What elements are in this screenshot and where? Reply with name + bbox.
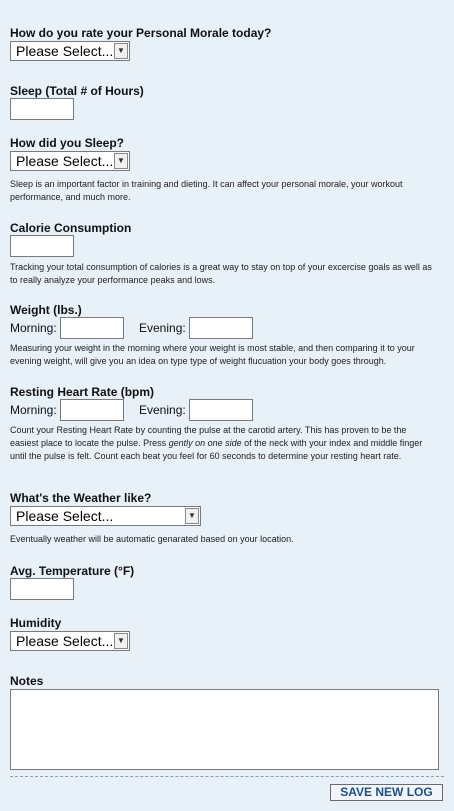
weight-label: Weight (lbs.) [10,303,82,317]
temperature-input[interactable] [10,578,74,600]
chevron-down-icon[interactable]: ▼ [114,633,128,649]
morale-select-value: Please Select... [16,43,114,59]
humidity-label: Humidity [10,616,62,630]
chevron-down-icon[interactable]: ▼ [185,508,199,524]
sleep-hours-input[interactable] [10,98,74,120]
weather-label: What's the Weather like? [10,491,152,505]
sleep-quality-select-value: Please Select... [16,153,114,169]
sleep-quality-select[interactable] [10,151,130,171]
chevron-down-icon[interactable]: ▼ [114,43,128,59]
weight-evening-input[interactable] [189,317,253,339]
calorie-label: Calorie Consumption [10,221,132,235]
heart-rate-help-part-b: of the neck with your index and middle finger until the pulse is felt. Count each beat you feel for 60 seconds to determine your resting heart rate. [10,438,423,461]
humidity-select[interactable] [10,631,130,651]
sleep-quality-label: How did you Sleep? [10,136,125,150]
morale-select[interactable] [10,41,130,61]
heart-rate-help-emphasis: gently on one side [168,438,242,448]
notes-label: Notes [10,674,44,688]
temperature-label: Avg. Temperature (°F) [10,564,135,578]
calorie-help-text: Tracking your total consumption of calories is a great way to stay on top of your excercise goals as well as to really analyze your performance peaks and lows. [10,262,432,285]
weight-evening-label: Evening: [139,321,186,335]
save-new-log-button[interactable]: SAVE NEW LOG [330,784,443,801]
heart-rate-morning-input[interactable] [60,399,124,421]
heart-rate-evening-input[interactable] [189,399,253,421]
humidity-select-value: Please Select... [16,633,114,649]
chevron-down-icon[interactable]: ▼ [114,153,128,169]
weather-select-value: Please Select... [16,508,114,524]
notes-textarea[interactable] [10,689,439,770]
form-divider [10,776,444,777]
weight-morning-input[interactable] [60,317,124,339]
heart-rate-evening-label: Evening: [139,403,186,417]
weight-morning-label: Morning: [10,321,57,335]
heart-rate-label: Resting Heart Rate (bpm) [10,385,155,399]
heart-rate-help-part-a: Count your Resting Heart Rate by counting the pulse at the carotid artery. This has proven to be the easiest place to locate the pulse. Press [10,425,407,448]
calorie-input[interactable] [10,235,74,257]
weather-help-text: Eventually weather will be automatic genarated based on your location. [10,534,294,544]
morale-label: How do you rate your Personal Morale today? [10,26,272,40]
weather-select[interactable] [10,506,201,526]
heart-rate-help-text [10,424,435,463]
sleep-hours-label: Sleep (Total # of Hours) [10,84,144,98]
weight-help-text: Measuring your weight in the morning where your weight is most stable, and then comparing it to your evening weight, will give you an idea on type type of weight flucuation your body goes through. [10,343,415,366]
heart-rate-morning-label: Morning: [10,403,57,417]
sleep-help-text: Sleep is an important factor in training and dieting. It can affect your personal morale, your workout performance, and much more. [10,179,403,202]
